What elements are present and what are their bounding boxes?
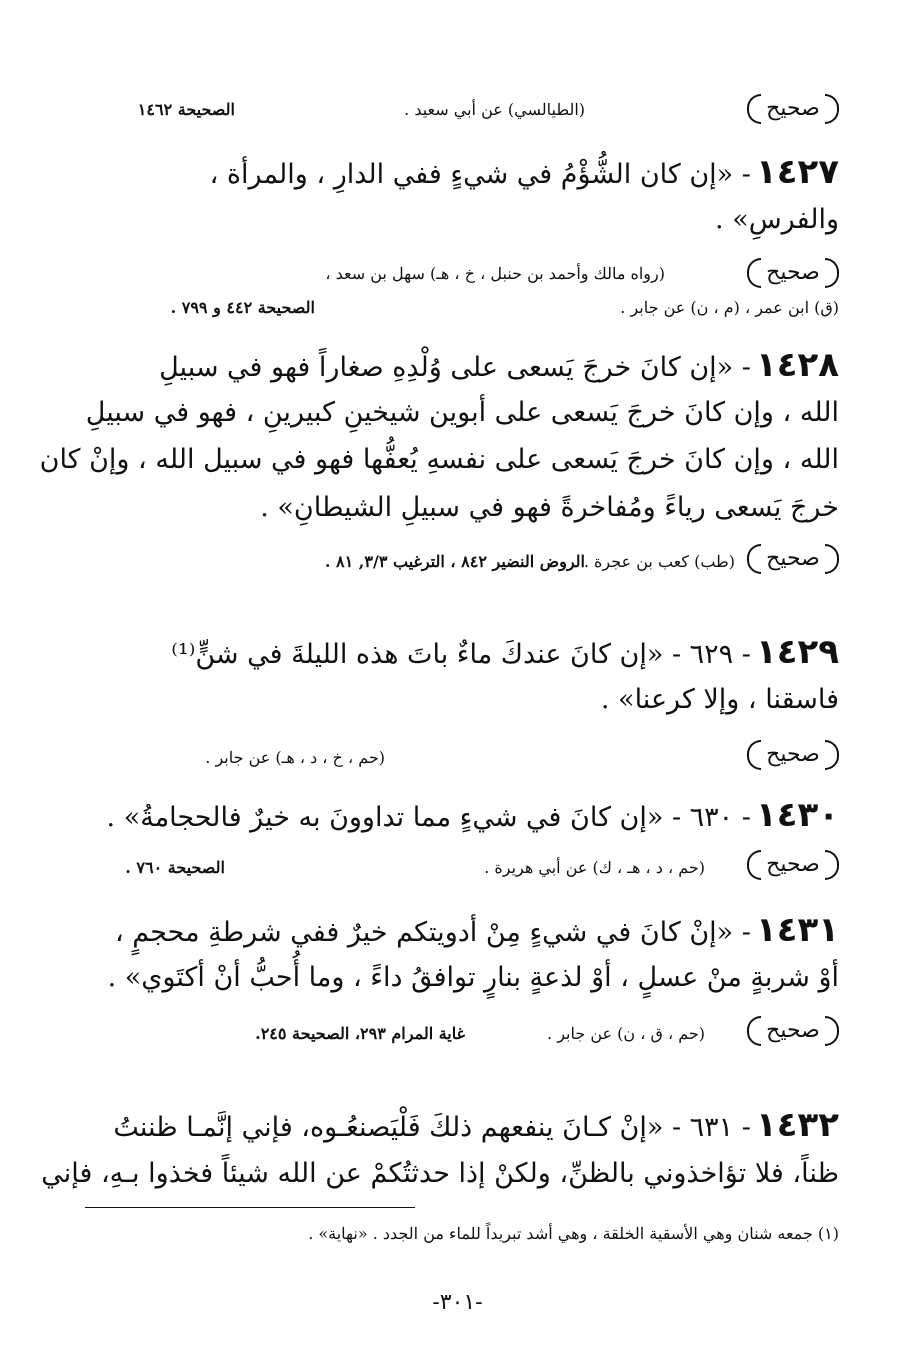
footnote: (١) جمعه شنان وهي الأسقية الخلقة ، وهي أشد تبريداً للماء من الجدد . «نهاية» . xyxy=(308,1224,839,1243)
hadith-number: ١٤٣٠ xyxy=(755,795,839,835)
hadith-line xyxy=(159,345,839,385)
grade-badge: صحيح xyxy=(747,846,839,886)
hadith-line xyxy=(210,152,839,192)
grade-badge: صحيح xyxy=(747,540,839,580)
reference: الصحيحة ١٤٦٢ xyxy=(137,100,235,119)
footnote-divider xyxy=(85,1207,415,1208)
source-citation: (رواه مالك وأحمد بن حنبل ، خ ، هـ) سهل بن سعد ، xyxy=(325,264,665,283)
source-citation: (ق) ابن عمر ، (م ، ن) عن جابر . xyxy=(620,298,839,317)
source-citation: (حم ، ق ، ن) عن جابر . xyxy=(547,1024,705,1043)
hadith-text: والفرسِ» . xyxy=(715,204,839,235)
hadith-text: الله ، وإن كانَ خرجَ يَسعى على نفسهِ يُعفُّها فهو في سبيل الله ، وإنْ كان xyxy=(39,444,839,475)
source-citation: (حم ، د ، هـ ، ك) عن أبي هريرة . xyxy=(484,858,705,877)
hadith-text: - ٦٣٠ - «إن كانَ في شيءٍ مما تداوونَ به خيرٌ فالحجامةُ» . xyxy=(106,802,751,833)
hadith-number: ١٤٢٧ xyxy=(755,152,839,192)
hadith-text: - ٦٢٩ - «إن كانَ عندكَ ماءٌ باتَ هذه الليلةَ في شنٍّ⁽¹⁾ xyxy=(171,639,751,670)
source-citation: (حم ، خ ، د ، هـ) عن جابر . xyxy=(205,748,385,767)
source-citation: (الطيالسي) عن أبي سعيد . xyxy=(404,100,585,119)
reference: غاية المرام ٢٩٣، الصحيحة ٢٤٥. xyxy=(255,1024,465,1043)
hadith-line xyxy=(115,910,839,950)
source-citation: (طب) كعب بن عجرة . xyxy=(583,552,735,571)
hadith-number: ١٤٣١ xyxy=(755,910,839,950)
hadith-text: ظناً، فلا تؤاخذوني بالظنِّ، ولكنْ إذا حدثتُكمْ عن الله شيئاً فخذوا بـهِ، فإني xyxy=(41,1158,839,1189)
grade-badge: صحيح xyxy=(747,1012,839,1052)
reference: الروض النضير ٨٤٢ ، الترغيب ٣/٣, ٨١ . xyxy=(324,552,585,571)
hadith-text: الله ، وإن كانَ خرجَ يَسعى على أبوين شيخينِ كبيرينِ ، فهو في سبيلِ xyxy=(85,397,839,428)
hadith-number: ١٤٢٨ xyxy=(755,345,839,385)
hadith-line xyxy=(107,795,839,835)
hadith-line xyxy=(113,1105,839,1145)
hadith-text: - ٦٣١ - «إنْ كـانَ ينفعهم ذلكَ فَلْيَصنعُـوه، فإني إنَّمـا ظننتُ xyxy=(113,1112,751,1143)
hadith-line xyxy=(171,632,839,672)
hadith-text: - «إنْ كانَ في شيءٍ مِنْ أدويتكم خيرٌ ففي شرطةِ محجمٍ ، xyxy=(114,917,751,948)
hadith-text: خرجَ يَسعى رياءً ومُفاخرةً فهو في سبيلِ الشيطانِ» . xyxy=(260,492,839,523)
hadith-number: ١٤٣٢ xyxy=(755,1105,839,1145)
hadith-text: أوْ شربةٍ منْ عسلٍ ، أوْ لذعةٍ بنارٍ توافقُ داءً ، وما أُحبُّ أنْ أكتَوي» . xyxy=(107,962,839,993)
reference: الصحيحة ٤٤٢ و ٧٩٩ . xyxy=(170,298,315,317)
grade-badge: صحيح xyxy=(747,90,839,130)
grade-badge: صحيح xyxy=(747,736,839,776)
reference: الصحيحة ٧٦٠ . xyxy=(125,858,225,877)
hadith-text: - «إن كان الشُّؤْمُ في شيءٍ ففي الدارِ ، والمرأة ، xyxy=(209,159,751,190)
hadith-number: ١٤٢٩ xyxy=(755,632,839,672)
grade-badge: صحيح xyxy=(747,254,839,294)
hadith-text: فاسقنا ، وإلا كرعنا» . xyxy=(600,684,839,715)
hadith-text: - «إن كانَ خرجَ يَسعى على وُلْدِهِ صغاراً فهو في سبيلِ xyxy=(159,352,751,383)
page-number: -٣٠١- xyxy=(432,1290,483,1315)
